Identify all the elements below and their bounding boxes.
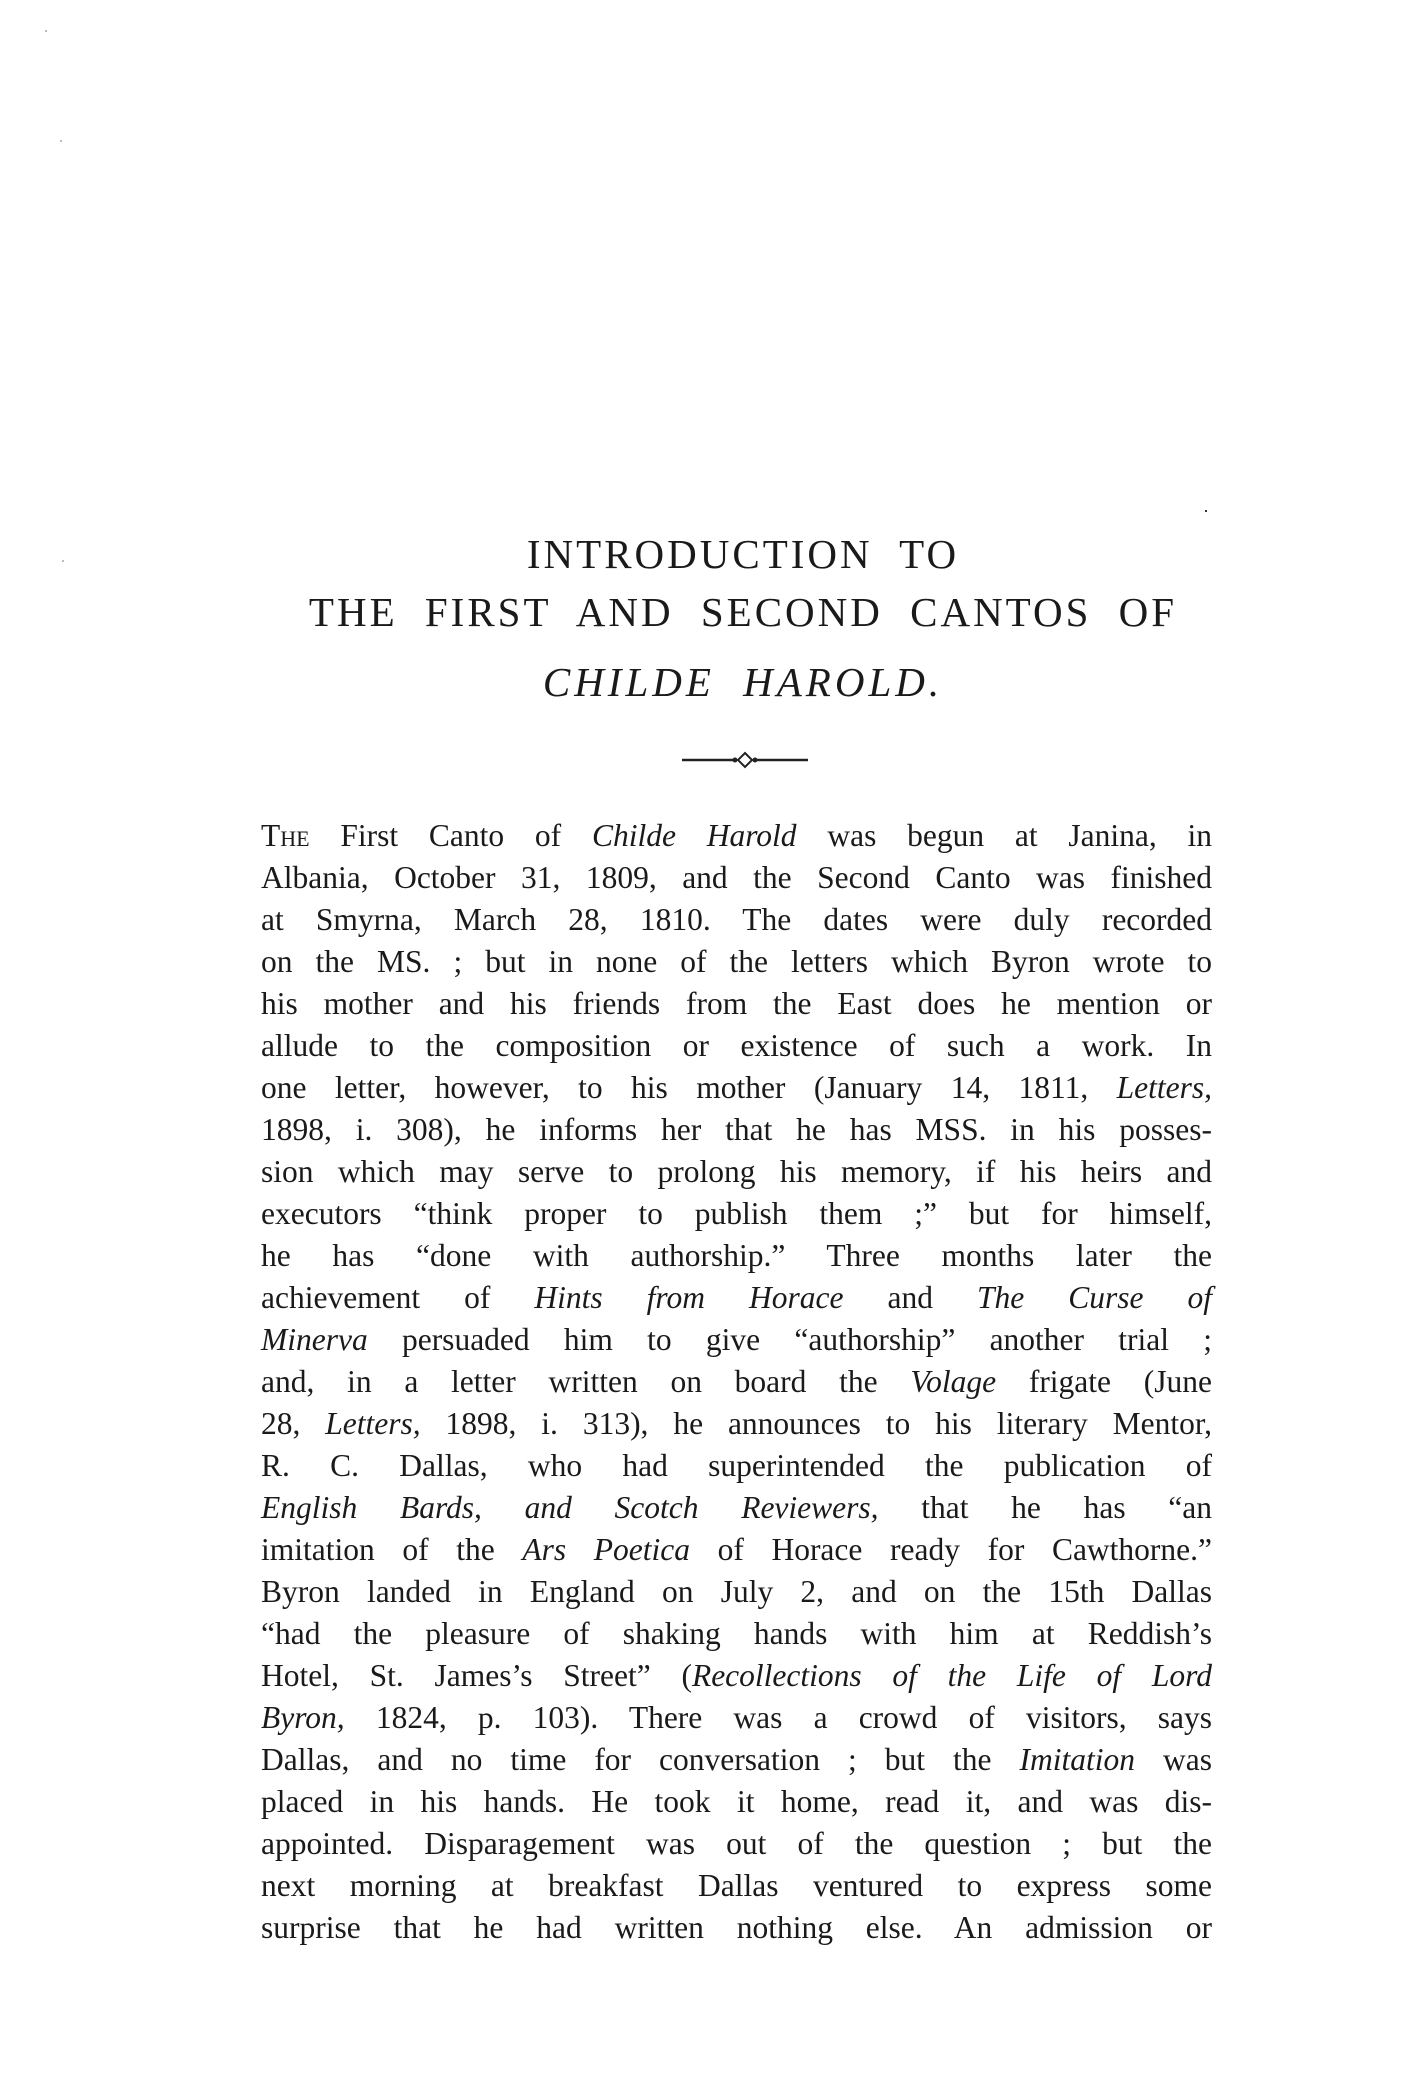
text-line — [261, 1907, 1212, 1949]
italic-text: Byron, — [261, 1700, 345, 1735]
text-segment: Byron landed in England on July 2, and on the 15th Dallas — [261, 1574, 1212, 1609]
heading-line-2: THE FIRST AND SECOND CANTOS OF — [308, 589, 1178, 635]
text-segment: 1898, i. 313), he announces to his literary Mentor, — [420, 1406, 1212, 1441]
text-segment: appointed. Disparagement was out of the question ; but the — [261, 1826, 1212, 1861]
heading-line-3: CHILDE HAROLD. — [542, 659, 944, 705]
italic-text: Letters, — [325, 1406, 421, 1441]
text-line — [261, 899, 1212, 941]
text-segment: next morning at breakfast Dallas ventured to express some — [261, 1868, 1212, 1903]
text-line — [261, 1193, 1212, 1235]
text-segment: Dallas, and no time for conversation ; but the — [261, 1742, 1020, 1777]
text-line — [261, 1529, 1212, 1571]
italic-text: Imitation — [1019, 1742, 1135, 1777]
heading-line-1: INTRODUCTION TO — [526, 531, 960, 577]
text-segment: 1898, i. 308), he informs her that he has MSS. in his posses- — [261, 1112, 1212, 1147]
text-segment: on the MS. ; but in none of the letters which Byron wrote to — [261, 944, 1212, 979]
scan-speck — [45, 30, 47, 32]
text-line — [261, 1613, 1212, 1655]
diamond-rule-ornament-icon — [680, 750, 810, 770]
text-line — [261, 1571, 1212, 1613]
italic-text: English Bards, and Scotch Reviewers, — [261, 1490, 879, 1525]
text-line — [261, 983, 1212, 1025]
text-segment: executors “think proper to publish them ;” but for himself, — [261, 1196, 1212, 1231]
text-segment: Albania, October 31, 1809, and the Second Canto was finished — [261, 860, 1212, 895]
text-segment: of Horace ready for Cawthorne.” — [689, 1532, 1213, 1567]
text-segment: 28, — [261, 1406, 326, 1441]
text-segment: “had the pleasure of shaking hands with him at Reddish’s — [261, 1616, 1212, 1651]
text-segment: achievement of — [261, 1280, 535, 1315]
text-line — [261, 1865, 1212, 1907]
text-segment: was — [1135, 1742, 1212, 1777]
text-line — [261, 1151, 1212, 1193]
italic-text: Letters, — [1116, 1070, 1212, 1105]
text-line — [261, 815, 1212, 857]
text-segment: The — [261, 818, 310, 853]
text-segment: and — [843, 1280, 977, 1315]
italic-text: Childe Harold — [591, 818, 797, 853]
text-line — [261, 1823, 1212, 1865]
text-line — [261, 1361, 1212, 1403]
text-line — [261, 1781, 1212, 1823]
text-segment: and, in a letter written on board the — [261, 1364, 911, 1399]
scan-speck — [62, 560, 64, 562]
text-line — [261, 941, 1212, 983]
scan-speck — [1205, 510, 1207, 512]
italic-text: Hints from Horace — [534, 1280, 844, 1315]
body-text — [261, 815, 1212, 1949]
text-segment: First Canto of — [309, 818, 592, 853]
italic-text: Recollections of the Life of Lord — [691, 1658, 1212, 1693]
text-segment: one letter, however, to his mother (January 14, 1811, — [261, 1070, 1117, 1105]
text-line — [261, 1235, 1212, 1277]
text-line — [261, 1487, 1212, 1529]
italic-text: Ars Poetica — [522, 1532, 690, 1567]
text-segment: R. C. Dallas, who had superintended the publication of — [261, 1448, 1212, 1483]
italic-text: Minerva — [261, 1322, 368, 1357]
scan-speck — [60, 140, 62, 142]
text-segment: allude to the composition or existence of such a work. In — [261, 1028, 1212, 1063]
text-line — [261, 1319, 1212, 1361]
text-line — [261, 1403, 1212, 1445]
text-segment: surprise that he had written nothing else. An admission or — [261, 1910, 1212, 1945]
text-segment: was begun at Janina, in — [796, 818, 1212, 853]
text-segment: sion which may serve to prolong his memory, if his heirs and — [261, 1154, 1212, 1189]
text-line — [261, 1739, 1212, 1781]
text-segment: at Smyrna, March 28, 1810. The dates were duly recorded — [261, 902, 1212, 937]
text-line — [261, 857, 1212, 899]
text-line — [261, 1109, 1212, 1151]
text-line — [261, 1445, 1212, 1487]
text-line — [261, 1277, 1212, 1319]
text-line — [261, 1697, 1212, 1739]
italic-text: Volage — [910, 1364, 997, 1399]
text-segment: persuaded him to give “authorship” another trial ; — [367, 1322, 1212, 1357]
text-segment: he has “done with authorship.” Three months later the — [261, 1238, 1212, 1273]
text-segment: imitation of the — [261, 1532, 523, 1567]
text-segment: that he has “an — [878, 1490, 1212, 1525]
text-line — [261, 1655, 1212, 1697]
text-segment: 1824, p. 103). There was a crowd of visitors, says — [344, 1700, 1212, 1735]
text-segment: placed in his hands. He took it home, read it, and was dis- — [261, 1784, 1212, 1819]
text-line — [261, 1025, 1212, 1067]
text-segment: frigate (June — [996, 1364, 1212, 1399]
italic-text: The Curse of — [976, 1280, 1212, 1315]
text-segment: his mother and his friends from the East does he mention or — [261, 986, 1212, 1021]
text-segment: Hotel, St. James’s Street” ( — [261, 1658, 692, 1693]
text-line — [261, 1067, 1212, 1109]
